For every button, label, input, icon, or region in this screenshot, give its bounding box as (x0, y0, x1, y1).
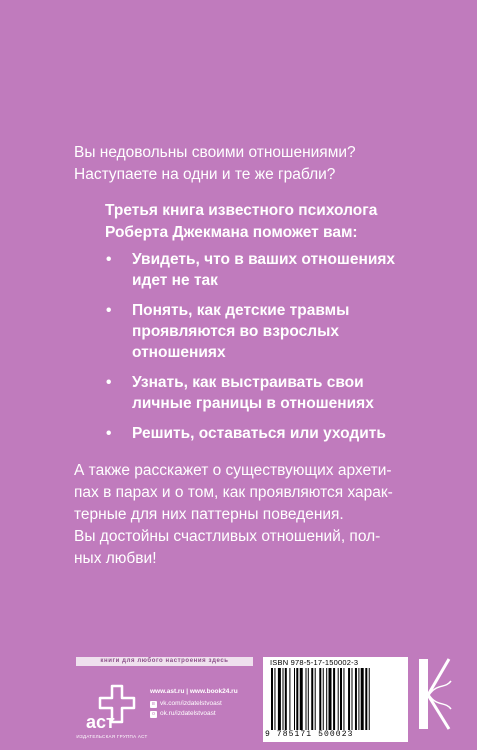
barcode-bar (369, 668, 370, 730)
barcode-bar (338, 668, 339, 730)
logo-text: аст (86, 712, 115, 732)
isbn-number: ISBN 978-5-17-150002-3 (270, 658, 359, 667)
vk-link-row[interactable] (150, 699, 260, 709)
list-item-line: проявляются во взрослых (132, 323, 339, 340)
barcode-bar (361, 668, 364, 730)
list-item-line: Узнать, как выстраивать свои (132, 374, 364, 391)
intro-line: Наступаете на одни и те же грабли? (74, 166, 336, 183)
barcode-bar (296, 668, 298, 730)
barcode-bar (278, 668, 281, 730)
barcode-bar (329, 668, 332, 730)
barcode-bar (365, 668, 367, 730)
list-item-line: Решить, оставаться или уходить (132, 425, 386, 442)
tagline-strip: книги для любого настроения здесь (76, 657, 253, 666)
logo-caption: ИЗДАТЕЛЬСКАЯ ГРУППА АСТ (76, 734, 148, 739)
list-item-line: личные границы в отношениях (132, 395, 374, 412)
list-item-line: идет не так (132, 272, 218, 289)
barcode-bar (271, 668, 273, 730)
lead-text (105, 200, 405, 244)
publisher-links (150, 687, 260, 719)
website-links[interactable]: www.ast.ru | www.book24.ru (150, 688, 238, 695)
barcode-bar (311, 668, 313, 730)
list-item-line: Понять, как детские травмы (132, 302, 350, 319)
barcode-bar (306, 668, 307, 730)
barcode-bar (289, 668, 290, 730)
list-item-line: отношениях (132, 344, 226, 361)
barcode-bar (274, 668, 275, 730)
outro-line: Вы достойны счастливых отношений, пол- (74, 528, 381, 545)
barcode-bar (340, 668, 342, 730)
lead-line: Третья книга известного психолога (105, 202, 378, 219)
ok-link[interactable]: ok.ru/izdatelstvoast (160, 710, 216, 717)
ok-icon: о (150, 711, 157, 718)
outro-line: терные для них паттерны поведения. (74, 506, 344, 523)
barcode-bar (343, 668, 344, 730)
bullet-dot: • (106, 425, 112, 442)
barcode-bar (294, 668, 295, 730)
barcode-bar (315, 668, 316, 730)
barcode-bar (285, 668, 287, 730)
barcode-bar (352, 668, 353, 730)
outro-text (74, 460, 406, 570)
outro-line: пах в парах и о том, как проявляются харак- (74, 484, 393, 501)
barcode-bar (283, 668, 284, 730)
intro-text (74, 142, 406, 186)
bullet-dot: • (106, 374, 112, 391)
list-item (94, 300, 414, 363)
ast-logo-icon (82, 684, 138, 734)
vk-icon: в (150, 701, 157, 708)
bullet-dot: • (106, 302, 112, 319)
list-item (94, 372, 414, 414)
barcode-digits: 9 785171 500023 (265, 730, 354, 739)
bullet-dot: • (106, 251, 112, 268)
list-item-line: Увидеть, что в ваших отношениях (132, 251, 396, 268)
barcode-bar (348, 668, 350, 730)
benefit-list (94, 249, 414, 453)
outro-line: ных любви! (74, 550, 157, 567)
barcode-bar (355, 668, 357, 730)
list-item (94, 249, 414, 291)
barcode-bar (358, 668, 359, 730)
outro-line: А также расскажет о существующих архети- (74, 462, 392, 479)
barcode-icon (271, 668, 400, 730)
isbn-barcode-block (263, 657, 408, 742)
publisher-k-icon (415, 655, 455, 733)
barcode-bar (323, 668, 324, 730)
vk-link[interactable]: vk.com/izdatelstvoast (160, 700, 222, 707)
barcode-bar (300, 668, 303, 730)
barcode-bar (333, 668, 335, 730)
intro-line: Вы недовольны своими отношениями? (74, 144, 356, 161)
list-item (94, 423, 414, 444)
barcode-bar (308, 668, 309, 730)
ok-link-row[interactable] (150, 709, 260, 719)
lead-line: Роберта Джекмана поможет вам: (105, 224, 358, 241)
barcode-bar (319, 668, 321, 730)
barcode-bar (326, 668, 327, 730)
